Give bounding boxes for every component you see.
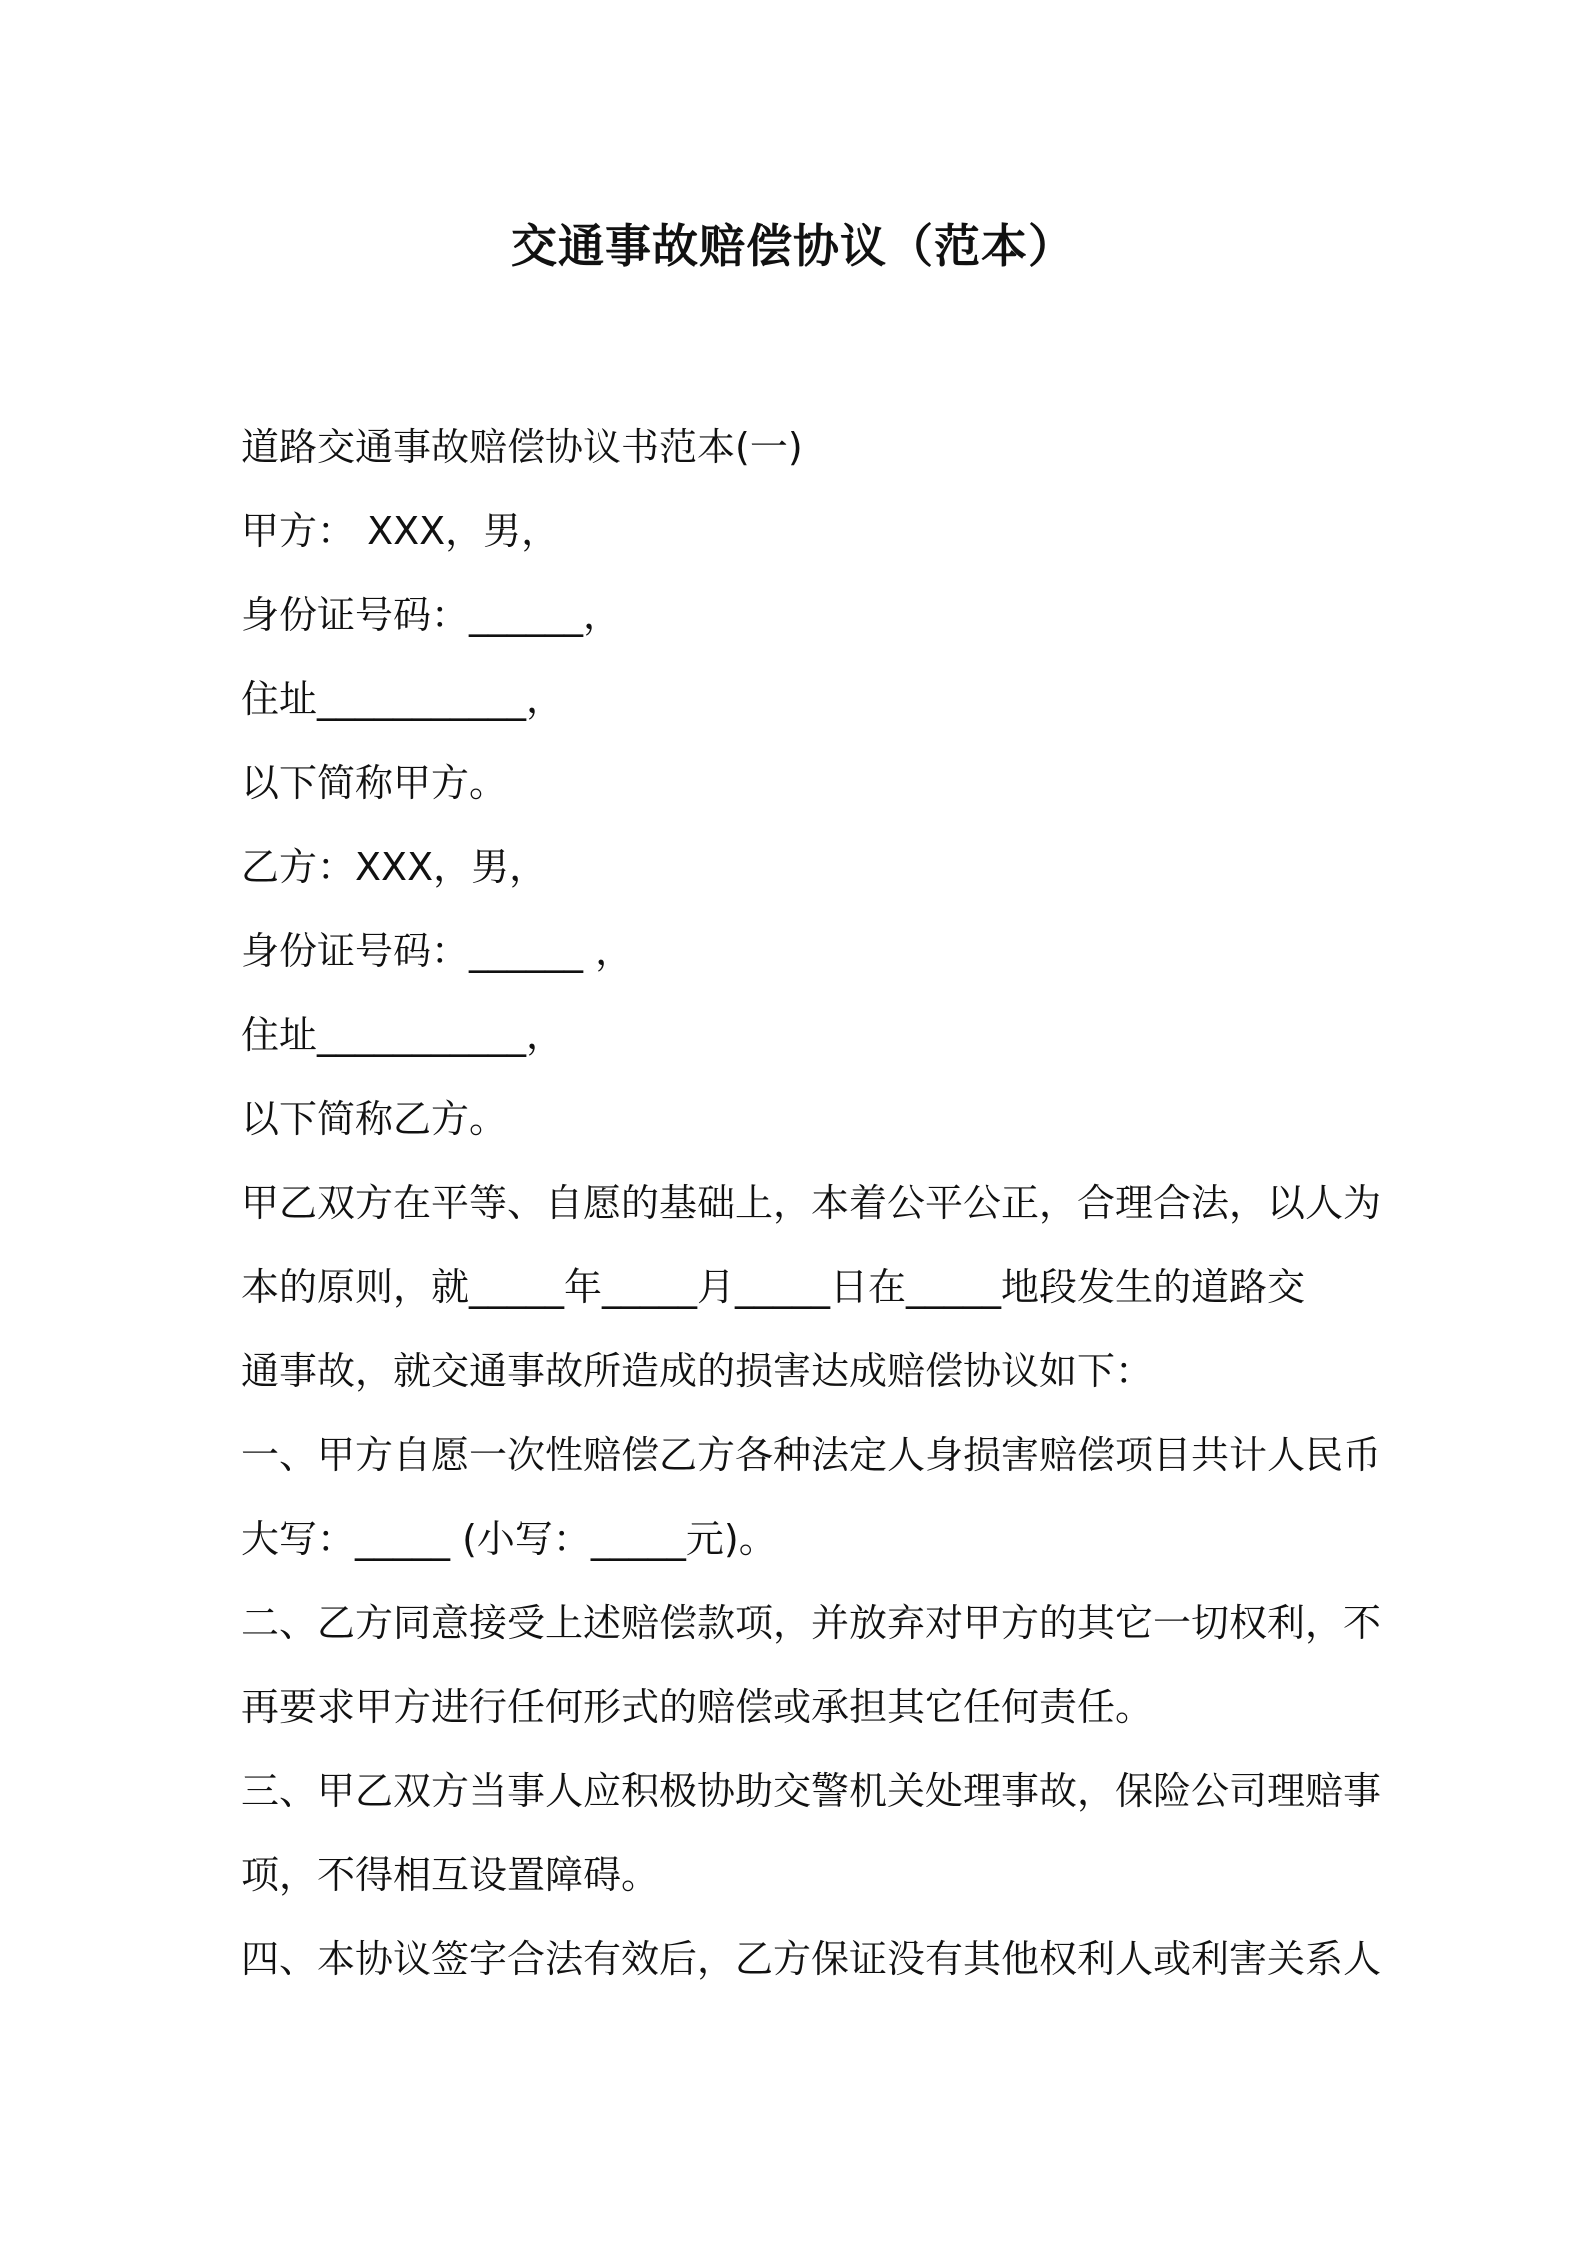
party-a-id-line: 身份证号码：______， (241, 593, 622, 637)
party-a-alias-line: 以下简称甲方。 (241, 761, 508, 805)
clause-4-line-1: 四、本协议签字合法有效后，乙方保证没有其他权利人或利害关系人 (241, 1937, 1382, 1981)
clause-1-line-2: 大写：_____ (小写：_____元)。 (241, 1517, 777, 1561)
subtitle-line: 道路交通事故赔偿协议书范本(一) (241, 425, 803, 469)
party-b-address-line: 住址___________， (241, 1013, 565, 1057)
preamble-line-2: 本的原则，就_____年_____月_____日在_____地段发生的道路交 (241, 1265, 1306, 1309)
party-a-address-line: 住址___________， (241, 677, 565, 721)
preamble-line-3: 通事故，就交通事故所造成的损害达成赔偿协议如下： (241, 1349, 1154, 1393)
document-body (241, 405, 1382, 2001)
party-b-name-line: 乙方：XXX，男， (241, 845, 548, 889)
preamble-line-1: 甲乙双方在平等、自愿的基础上，本着公平公正，合理合法，以人为 (241, 1181, 1382, 1225)
clause-2-line-2: 再要求甲方进行任何形式的赔偿或承担其它任何责任。 (241, 1685, 1154, 1729)
clause-2-line-1: 二、乙方同意接受上述赔偿款项，并放弃对甲方的其它一切权利，不 (241, 1601, 1382, 1645)
party-b-id-line: 身份证号码：______ ， (241, 929, 634, 973)
document-title: 交通事故赔偿协议（范本） (511, 219, 1075, 273)
clause-1-line-1: 一、甲方自愿一次性赔偿乙方各种法定人身损害赔偿项目共计人民币 (241, 1433, 1382, 1477)
party-b-alias-line: 以下简称乙方。 (241, 1097, 508, 1141)
clause-3-line-2: 项，不得相互设置障碍。 (241, 1853, 660, 1897)
party-a-name-line: 甲方： XXX，男， (241, 509, 560, 553)
clause-3-line-1: 三、甲乙双方当事人应积极协助交警机关处理事故，保险公司理赔事 (241, 1769, 1382, 1813)
